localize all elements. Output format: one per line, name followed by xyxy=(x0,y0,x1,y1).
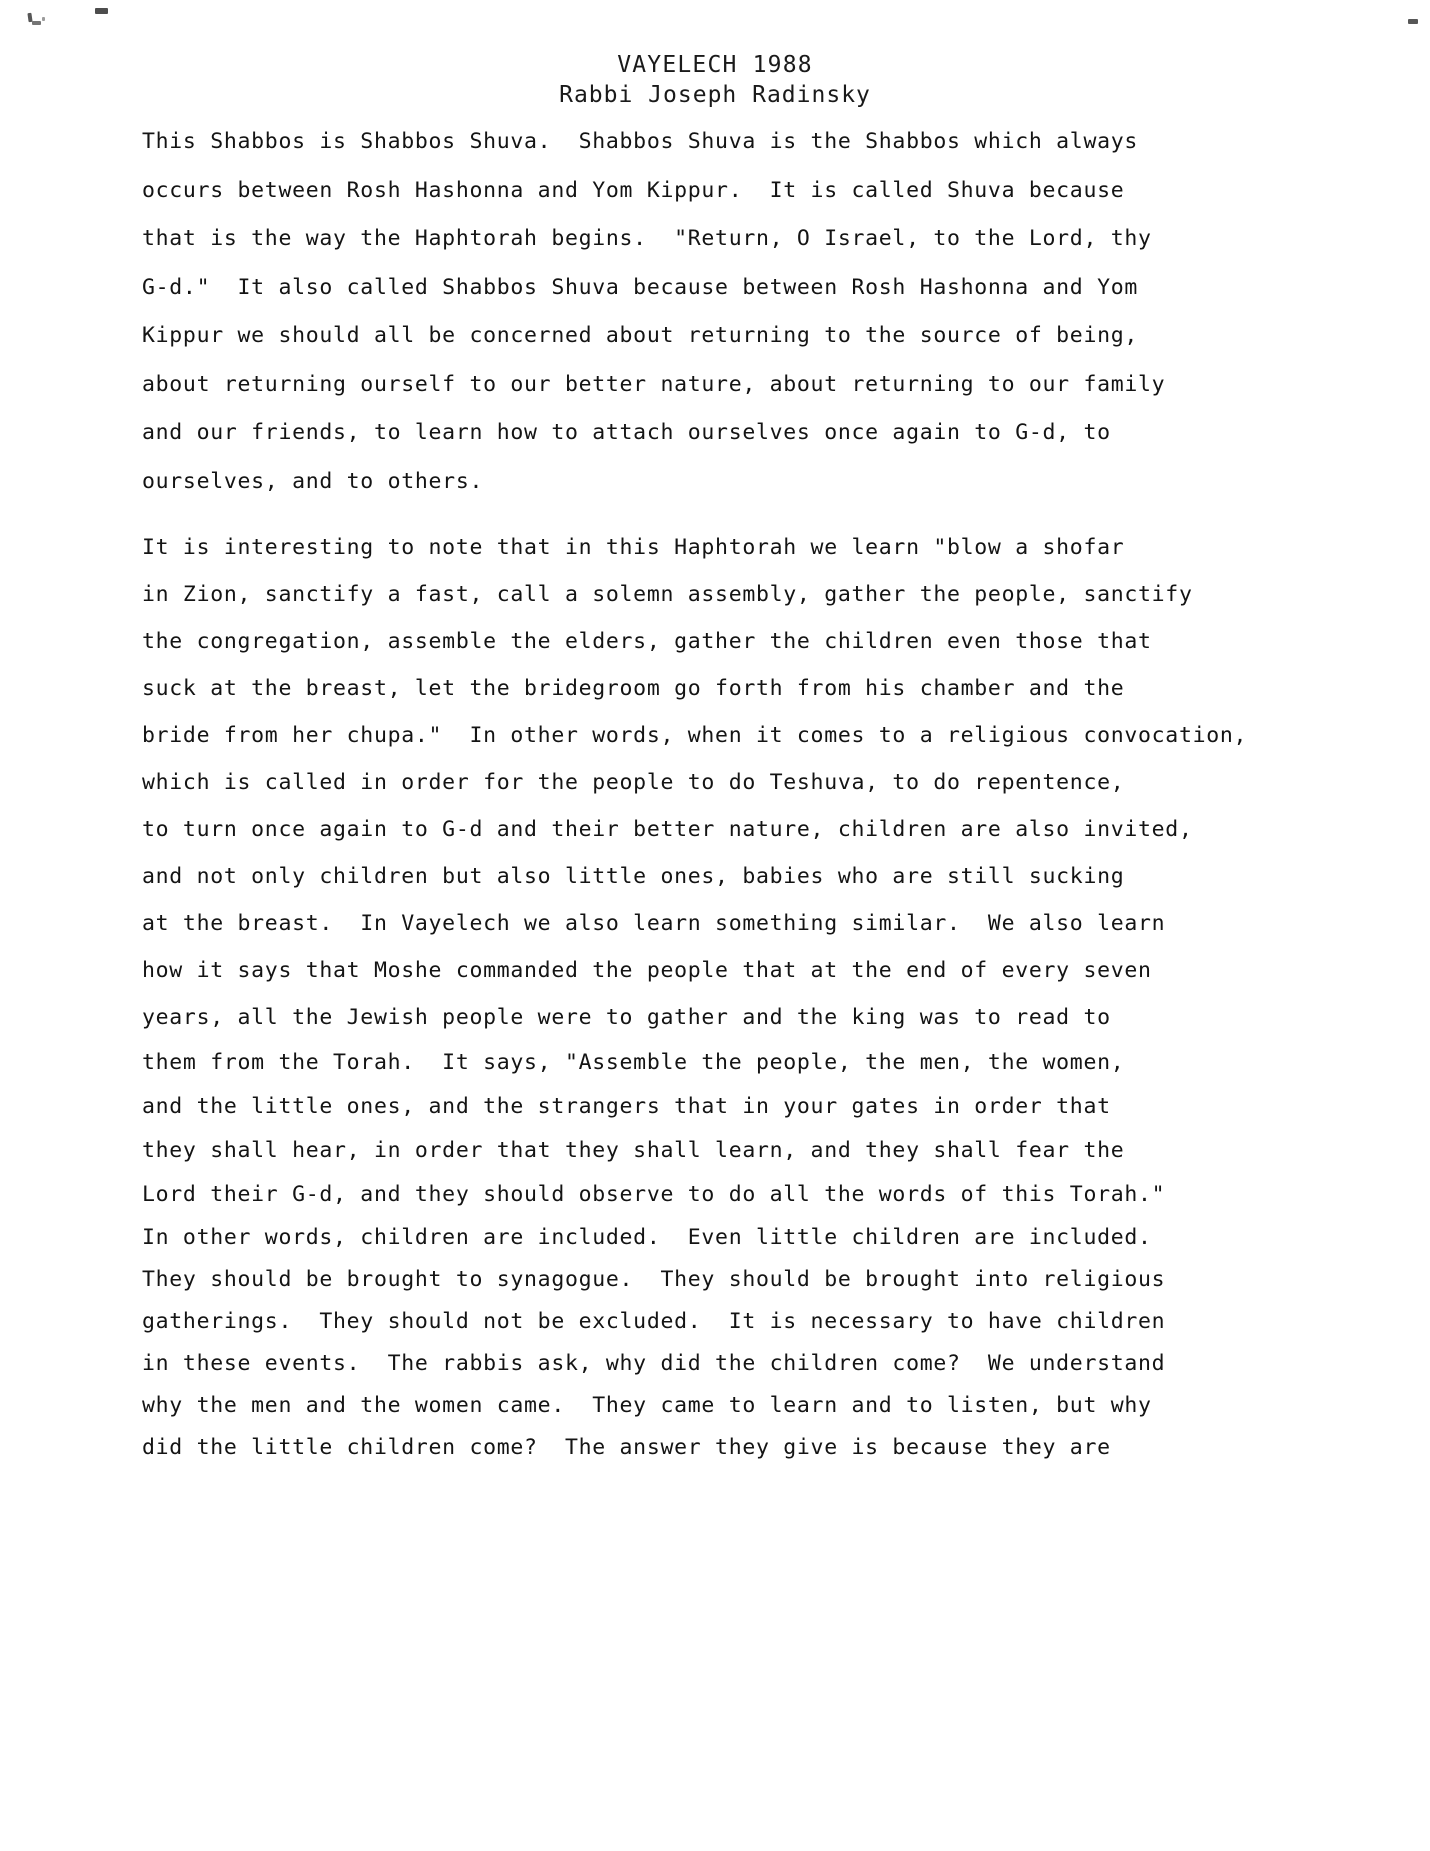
text-line: in Zion, sanctify a fast, call a solemn assembly, gather the people, sanctify xyxy=(142,582,1193,607)
text-line: did the little children come? The answer they give is because they are xyxy=(142,1435,1111,1460)
document-body xyxy=(142,118,1322,1469)
scan-speck-icon xyxy=(32,21,41,25)
document-author: Rabbi Joseph Radinsky xyxy=(559,82,871,108)
text-line: In other words, children are included. Even little children are included. xyxy=(142,1225,1152,1250)
text-line: about returning ourself to our better nature, about returning to our family xyxy=(142,371,1166,397)
paragraph xyxy=(142,118,1322,506)
text-line: how it says that Moshe commanded the people that at the end of every seven xyxy=(142,958,1152,983)
page-title: VAYELECH 1988 xyxy=(617,52,813,78)
title-block xyxy=(0,50,1430,110)
text-line: at the breast. In Vayelech we also learn something similar. We also learn xyxy=(142,911,1166,936)
text-line: which is called in order for the people to do Teshuva, to do repentence, xyxy=(142,770,1125,795)
text-line: suck at the breast, let the bridegroom go forth from his chamber and the xyxy=(142,676,1125,701)
scan-speck-icon xyxy=(1408,19,1418,24)
text-line: bride from her chupa." In other words, when it comes to a religious convocation, xyxy=(142,723,1248,748)
text-line: gatherings. They should not be excluded. It is necessary to have children xyxy=(142,1309,1166,1334)
text-line: occurs between Rosh Hashonna and Yom Kippur. It is called Shuva because xyxy=(142,177,1125,203)
text-line: ourselves, and to others. xyxy=(142,468,484,494)
text-line: This Shabbos is Shabbos Shuva. Shabbos Shuva is the Shabbos which always xyxy=(142,129,1139,154)
text-line: them from the Torah. It says, "Assemble the people, the men, the women, xyxy=(142,1050,1125,1075)
text-line: why the men and the women came. They came to learn and to listen, but why xyxy=(142,1393,1152,1418)
text-line: in these events. The rabbis ask, why did the children come? We understand xyxy=(142,1351,1166,1376)
text-line: they shall hear, in order that they shall learn, and they shall fear the xyxy=(142,1138,1125,1163)
text-line: Kippur we should all be concerned about returning to the source of being, xyxy=(142,323,1139,348)
text-line: that is the way the Haphtorah begins. "Return, O Israel, to the Lord, thy xyxy=(142,226,1152,251)
text-line: Lord their G-d, and they should observe to do all the words of this Torah." xyxy=(142,1182,1166,1207)
text-line: and not only children but also little ones, babies who are still sucking xyxy=(142,864,1125,889)
scan-speck-icon xyxy=(95,8,108,14)
text-line: and the little ones, and the strangers that in your gates in order that xyxy=(142,1094,1111,1119)
text-line: G-d." It also called Shabbos Shuva because between Rosh Hashonna and Yom xyxy=(142,274,1139,300)
scan-speck-icon xyxy=(42,17,45,21)
text-line: They should be brought to synagogue. They should be brought into religious xyxy=(142,1267,1166,1292)
text-line: years, all the Jewish people were to gather and the king was to read to xyxy=(142,1005,1111,1030)
text-line: the congregation, assemble the elders, gather the children even those that xyxy=(142,629,1152,654)
text-line: It is interesting to note that in this Haphtorah we learn "blow a shofar xyxy=(142,535,1125,560)
text-line: and our friends, to learn how to attach ourselves once again to G-d, to xyxy=(142,420,1111,445)
text-line: to turn once again to G-d and their better nature, children are also invited, xyxy=(142,817,1193,842)
paragraph xyxy=(142,524,1322,1469)
